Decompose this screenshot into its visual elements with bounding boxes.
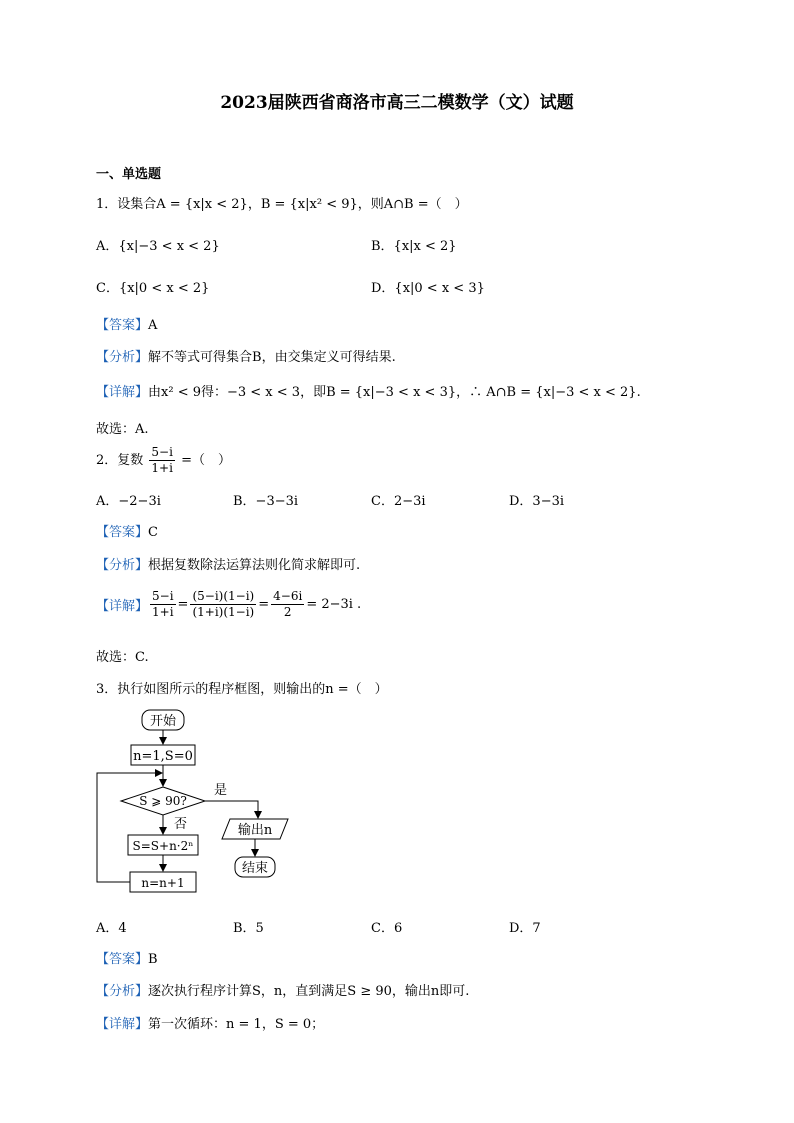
q1-analysis	[96, 346, 396, 365]
flow-start-label: 开始	[149, 714, 177, 729]
flow-update-s-label: S=S+n·2ⁿ	[132, 839, 194, 853]
detail-tail: = 2−3i .	[306, 597, 362, 612]
fraction-denominator: (1+i)(1−i)	[192, 605, 255, 619]
analysis-text: 根据复数除法运算法则化简求解即可.	[148, 558, 361, 573]
q3-analysis	[96, 980, 469, 999]
analysis-tag: 【分析】	[96, 984, 149, 999]
flow-loop-arrow	[97, 773, 162, 882]
q1-stem: 1．设集合A = {x|x < 2}，B = {x|x² < 9}，则A∩B =（ ）	[96, 197, 468, 212]
flow-output-label: 输出n	[237, 823, 273, 838]
q2-detail-fraction-3	[271, 589, 304, 620]
q3-detail	[96, 1013, 324, 1032]
answer-tag: 【答案】	[96, 525, 149, 540]
q2-option-d: D．3−3i	[509, 494, 565, 509]
answer-value: A	[148, 318, 158, 333]
flow-init-label: n=1,S=0	[133, 749, 193, 764]
q2-stem-fraction	[149, 445, 175, 476]
q2-stem	[96, 445, 231, 476]
q2-stem-suffix: =（ ）	[181, 453, 231, 468]
answer-value: C	[148, 525, 158, 540]
q3-stem: 3．执行如图所示的程序框图，则输出的n =（ ）	[96, 682, 388, 697]
equals-sign: =	[258, 597, 270, 612]
q2-option-a: A．−2−3i	[96, 494, 161, 509]
analysis-tag: 【分析】	[96, 350, 149, 365]
q3-option-b: B．5	[233, 921, 264, 936]
fraction-denominator: 1+i	[152, 605, 174, 619]
flow-end-label: 结束	[241, 861, 269, 876]
detail-tag: 【详解】	[96, 385, 149, 400]
q2-answer	[96, 521, 158, 540]
equals-sign: =	[177, 597, 189, 612]
q3-option-c: C．6	[371, 921, 403, 936]
q2-option-c: C．2−3i	[371, 494, 426, 509]
fraction-numerator: 4−6i	[273, 589, 303, 603]
q3-option-d: D．7	[509, 921, 541, 936]
q2-choose: 故选：C.	[96, 650, 149, 665]
fraction-numerator: 5−i	[151, 445, 173, 459]
flow-update-n-label: n=n+1	[141, 876, 185, 890]
detail-text: 由x² < 9得：−3 < x < 3，即B = {x|−3 < x < 3}，∴ A∩B = {x|−3 < x < 2}.	[148, 385, 641, 400]
q1-option-b: B．{x|x < 2}	[371, 239, 457, 254]
q1-option-a: A．{x|−3 < x < 2}	[96, 239, 220, 254]
answer-tag: 【答案】	[96, 318, 149, 333]
answer-value: B	[148, 952, 158, 967]
analysis-tag: 【分析】	[96, 558, 149, 573]
q2-detail-fraction-1	[150, 589, 176, 620]
flow-decision-label: S ⩾ 90?	[139, 794, 187, 808]
detail-tag: 【详解】	[96, 599, 149, 614]
q2-analysis	[96, 554, 360, 573]
fraction-denominator: 1+i	[151, 461, 173, 475]
flowchart	[90, 704, 300, 904]
fraction-numerator: (5−i)(1−i)	[192, 589, 255, 603]
q2-detail-fraction-2	[190, 589, 256, 620]
q1-option-d: D．{x|0 < x < 3}	[371, 281, 485, 296]
q1-option-c: C．{x|0 < x < 2}	[96, 281, 210, 296]
q2-detail	[96, 589, 361, 620]
analysis-text: 逐次执行程序计算S，n，直到满足S ≥ 90，输出n即可.	[148, 984, 470, 999]
q3-option-a: A．4	[96, 921, 127, 936]
fraction-numerator: 5−i	[152, 589, 174, 603]
q1-detail	[96, 381, 641, 400]
q1-answer	[96, 314, 157, 333]
page-title: 2023届陕西省商洛市高三二模数学（文）试题	[220, 93, 574, 113]
detail-text: 第一次循环：n = 1，S = 0；	[148, 1017, 325, 1032]
q2-stem-prefix: 2．复数	[96, 453, 144, 468]
q1-choose: 故选：A.	[96, 422, 149, 437]
flow-no-label: 否	[174, 817, 188, 832]
flow-yes-label: 是	[214, 783, 228, 798]
detail-tag: 【详解】	[96, 1017, 149, 1032]
answer-tag: 【答案】	[96, 952, 149, 967]
section-heading: 一、单选题	[96, 167, 162, 182]
q2-option-b: B．−3−3i	[233, 494, 299, 509]
analysis-text: 解不等式可得集合B，由交集定义可得结果.	[148, 350, 396, 365]
q3-answer	[96, 948, 158, 967]
fraction-denominator: 2	[283, 605, 292, 619]
